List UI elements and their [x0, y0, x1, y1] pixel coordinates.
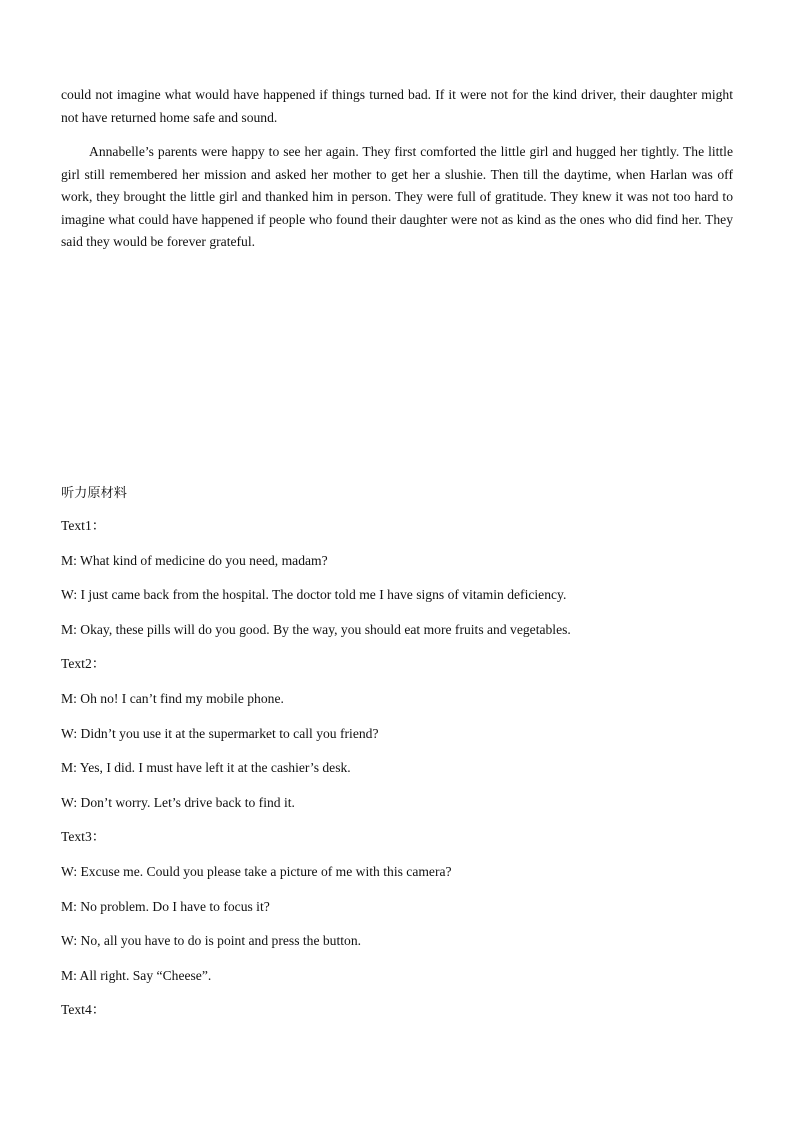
dialogue-line: M: No problem. Do I have to focus it? [61, 898, 270, 914]
dialogue-line: W: Don’t worry. Let’s drive back to find it. [61, 794, 295, 810]
dialogue-line: W: Excuse me. Could you please take a picture of me with this camera? [61, 863, 452, 879]
story-paragraph-continuation: could not imagine what would have happened if things turned bad. If it were not for the kind driver, their daughter might not have returned home safe and sound. [61, 87, 733, 125]
text-label: Text1： [61, 518, 106, 533]
dialogue-line: W: No, all you have to do is point and press the button. [61, 933, 362, 949]
listening-transcript-section [61, 480, 733, 1034]
dialogue-line: M: Oh no! I can’t find my mobile phone. [61, 690, 284, 706]
text-label: Text3： [61, 829, 106, 845]
dialogue-line: M: All right. Say “Cheese”. [61, 967, 212, 983]
dialogue-line: W: Didn’t you use it at the supermarket to call you friend? [61, 725, 379, 741]
section-title: 听力原材料 [61, 486, 127, 501]
dialogue-line: M: Okay, these pills will do you good. By the way, you should eat more fruits and vegetables. [61, 621, 571, 637]
dialogue-line: M: Yes, I did. I must have left it at the cashier’s desk. [61, 760, 351, 776]
story-section [61, 84, 733, 266]
text-label: Text2： [61, 656, 106, 672]
dialogue-line: M: What kind of medicine do you need, madam? [61, 552, 328, 568]
text-label: Text4： [61, 1002, 106, 1018]
story-paragraph: Annabelle’s parents were happy to see her again. They first comforted the little girl and hugged her tightly. The little girl still remembered her mission and asked her mother to get her a slushie. Then till the daytime, when Harlan was off work, they brought the little girl and thanked him in person. They were full of gratitude. They knew it was not too hard to imagine what could have happened if people who found their daughter were not as kind as the ones who did find her. They said they would be forever grateful. [61, 144, 733, 249]
dialogue-line: W: I just came back from the hospital. The doctor told me I have signs of vitamin deficiency. [61, 587, 567, 603]
